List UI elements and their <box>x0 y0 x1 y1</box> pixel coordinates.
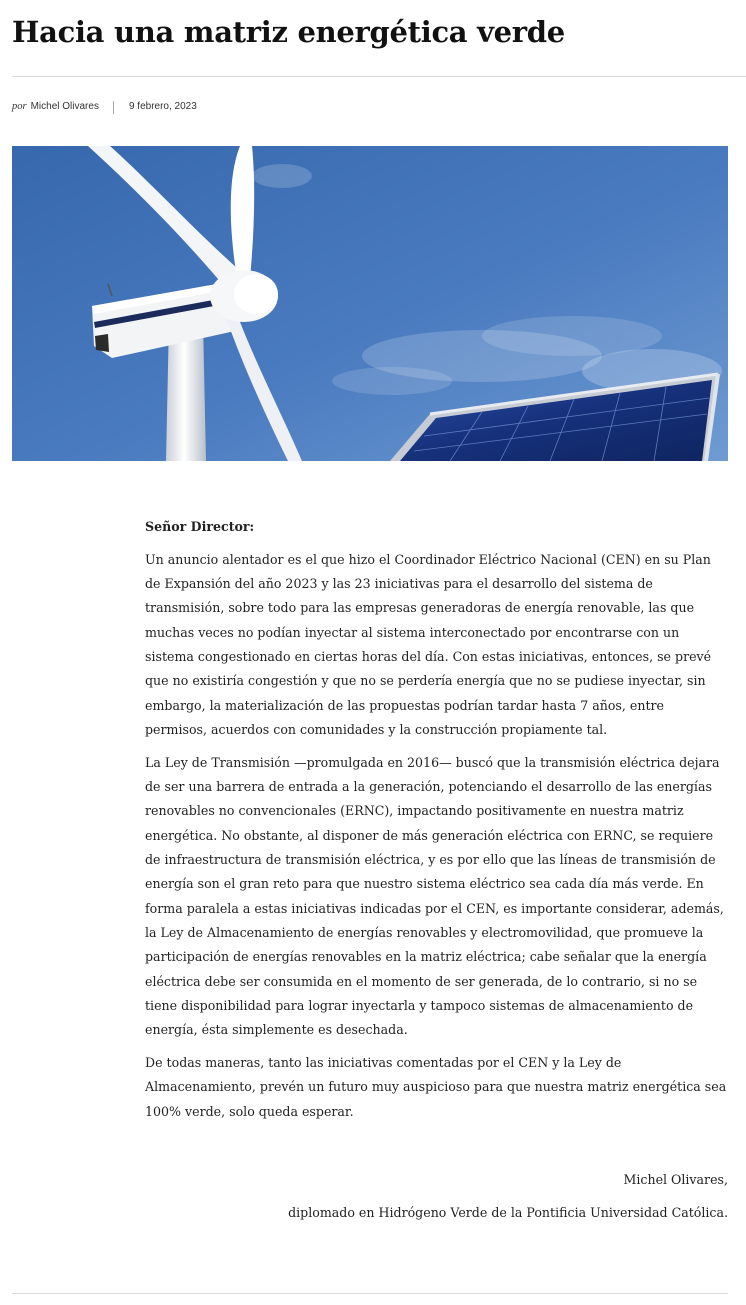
footer-divider <box>12 1293 728 1294</box>
greeting: Señor Director: <box>145 519 255 534</box>
signature-name: Michel Olivares, <box>623 1172 728 1187</box>
article-body <box>145 515 729 1133</box>
hero-image <box>12 146 728 461</box>
paragraph: Un anuncio alentador es el que hizo el Coordinador Eléctrico Nacional (CEN) en su Plan de Expansión del año 2023 y las 23 iniciativas para el desarrollo del sistema de transmisión, sobre todo para las empresas generadoras de energía renovable, las que muchas veces no podían inyectar al sistema interconectado por encontrarse con un sistema congestionado en ciertas horas del día. Con estas iniciativas, entonces, se prevé que no existiría congestión y que no se perdería energía que no se pudiese inyectar, sin embargo, la materialización de las propuestas podrían tardar hasta 7 años, entre permisos, acuerdos con comunidades y la construcción propiamente tal. <box>145 551 712 737</box>
signature-role: diplomado en Hidrógeno Verde de la Pontificia Universidad Católica. <box>288 1205 728 1220</box>
wind-turbine-solar-illustration <box>12 146 728 461</box>
paragraph: De todas maneras, tanto las iniciativas comentadas por el CEN y la Ley de Almacenamiento, prevén un futuro muy auspicioso para que nuestra matriz energética sea 100% verde, solo queda esperar. <box>145 1055 727 1119</box>
author-link[interactable]: Michel Olivares <box>30 101 99 112</box>
article-meta <box>12 99 197 115</box>
meta-separator <box>113 101 114 114</box>
paragraph: La Ley de Transmisión —promulgada en 2016— buscó que la transmisión eléctrica dejara de ser una barrera de entrada a la generación, potenciando el desarrollo de las energías renovables no convencionales (ERNC), impactando positivamente en nuestra matriz energética. No obstante, al disponer de más generación eléctrica con ERNC, se requiere de infraestructura de transmisión eléctrica, y es por ello que las líneas de transmisión de energía son el gran reto para que nuestro sistema eléctrico sea cada día más verde. En forma paralela a estas iniciativas indicadas por el CEN, es importante considerar, además, la Ley de Almacenamiento de energías renovables y electromovilidad, que promueve la participación de energías renovables en la matriz eléctrica; cabe señalar que la energía eléctrica debe ser consumida en el momento de ser generada, de lo contrario, si no se tiene disponibilidad para lograr inyectarla y tampoco sistemas de almacenamiento de energía, ésta simplemente es desechada. <box>145 754 724 1038</box>
publish-date: 9 febrero, 2023 <box>128 101 197 112</box>
title-divider <box>12 76 746 77</box>
article-title: Hacia una matriz energética verde <box>12 15 565 49</box>
byline-prefix: por <box>12 101 27 112</box>
